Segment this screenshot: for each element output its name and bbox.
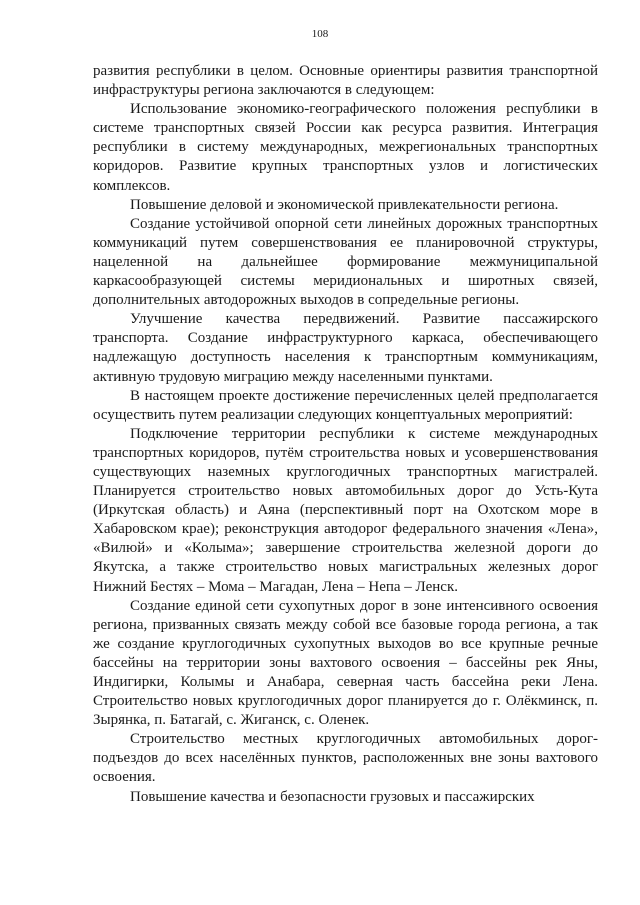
paragraph: Повышение деловой и экономической привлекательности региона.: [130, 196, 559, 213]
page-number: 108: [311, 28, 329, 40]
paragraph: В настоящем проекте достижение перечисленных целей предполагается осуществить путем реализации следующих концептуальных мероприятий:: [93, 387, 598, 423]
paragraph: Использование экономико-географического положения республики в системе транспортных связей России как ресурса развития. Интеграция республики в систему международных, межрегиональных транспортных коридоров. Развитие крупных транспортных узлов и логистических комплексов.: [93, 101, 598, 194]
paragraph: Повышение качества и безопасности грузовых и пассажирских: [130, 788, 535, 805]
paragraph: Создание единой сети сухопутных дорог в зоне интенсивного освоения региона, призванных связать между собой все базовые города региона, а так же создание круглогодичных сухопутных выходов во все крупные речные бассейны на территории зоны вахтового освоения – бассейны рек Яны, Индигирки, Колымы и Анабара, северная часть бассейна реки Лена. Строительство новых круглогодичных дорог планируется до г. Олёкминск, п. Зырянка, п. Батагай, с. Жиганск, с. Оленек.: [93, 597, 598, 729]
document-body: [93, 62, 598, 807]
paragraph: Улучшение качества передвижений. Развитие пассажирского транспорта. Создание инфраструктурного каркаса, обеспечивающего надлежащую доступность населения к транспортным коммуникациям, активную трудовую миграцию между населенными пунктами.: [93, 311, 598, 385]
paragraph: Создание устойчивой опорной сети линейных дорожных транспортных коммуникаций путем совершенствования ее планировочной структуры, нацеленной на дальнейшее формирование межмуниципальной каркасообразующей системы меридиональных и широтных связей, дополнительных автодорожных выходов в сопредельные регионы.: [93, 215, 598, 309]
paragraph-continuation: развития республики в целом. Основные ориентиры развития транспортной инфраструктуры региона заключаются в следующем:: [93, 63, 598, 99]
paragraph: Строительство местных круглогодичных автомобильных дорог-подъездов до всех населённых пунктов, расположенных вне зоны вахтового освоения.: [93, 731, 598, 786]
paragraph: Подключение территории республики к системе международных транспортных коридоров, путём строительства новых и усовершенствования существующих наземных круглогодичных транспортных магистралей. Планируется строительство новых автомобильных дорог до Усть-Кута (Иркутская область) и Аяна (перспективный порт на Охотском море в Хабаровском крае); реконструкция автодорог федерального значения «Лена», «Вилюй» и «Колыма»; завершение строительства железной дороги до Якутска, а также строительство новых магистральных железных дорог Нижний Бестях – Мома – Магадан, Лена – Непа – Ленск.: [93, 425, 598, 595]
